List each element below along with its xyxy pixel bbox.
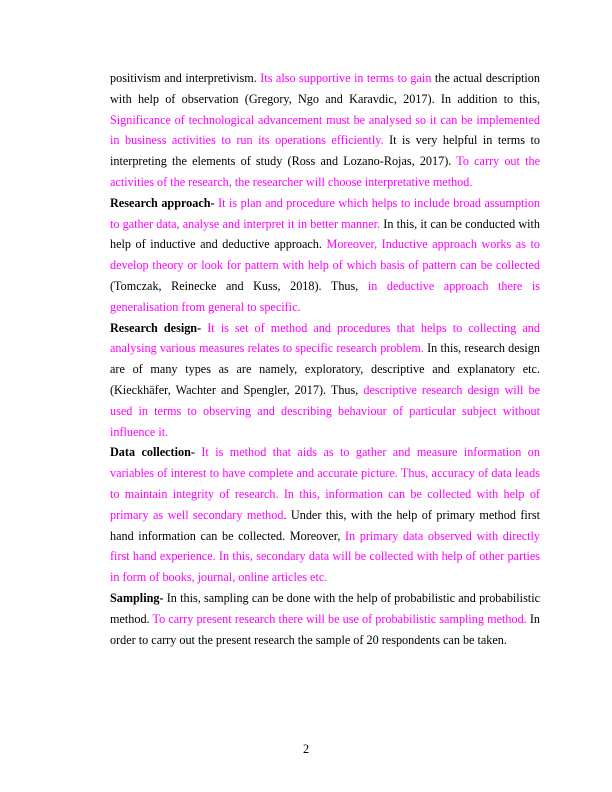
text-segment: . Under this, with the help of primary method first hand information can be collected. Moreover, <box>110 507 540 543</box>
research-design-paragraph <box>110 318 540 443</box>
page-number: 2 <box>302 742 310 756</box>
highlighted-text: It is set of method and procedures that helps to collecting and analysing various measures relates to specific research problem. <box>110 320 540 356</box>
section-heading: Research design- <box>110 320 202 335</box>
text-segment: In order to carry out the present research the sample of 20 respondents can be taken. <box>110 611 540 647</box>
highlighted-text: To carry present research there will be use of probabilistic sampling method. <box>152 611 527 626</box>
text-segment: In this, it can be conducted with help of inductive and deductive approach. <box>110 216 540 252</box>
research-approach-paragraph <box>110 193 540 318</box>
sampling-paragraph <box>110 588 540 650</box>
text-segment: It is very helpful in terms to interpreting the elements of study (Ross and Lozano-Rojas, 2017). <box>110 133 540 169</box>
highlighted-text: Significance of technological advancement must be analysed so it can be implemented in business activities to run its operations efficiently. <box>110 112 540 148</box>
section-heading: Data collection- <box>110 445 195 460</box>
highlighted-text: Its also supportive in terms to gain <box>260 71 432 85</box>
highlighted-text: descriptive research design will be used in terms to observing and describing behaviour of particular subject without influence it. <box>110 382 541 439</box>
highlighted-text: It is plan and procedure which helps to include broad assumption to gather data, analyse and interpret it in better manner. <box>110 195 541 231</box>
document-body <box>110 68 540 650</box>
text-segment: In this, research design are of many types as are namely, exploratory, descriptive and explanatory etc. (Kieckhäfer, Wachter and Spengler, 2017). Thus, <box>110 341 540 397</box>
highlighted-text: It is method that aids as to gather and measure information on variables of interest to have complete and accurate picture. Thus, accuracy of data leads to maintain integrity of research. In this, information can be collected with help of primary as well secondary method <box>110 445 540 522</box>
highlighted-text: To carry out the activities of the research, the researcher will choose interpretative method. <box>110 154 540 189</box>
data-collection-paragraph <box>110 442 540 588</box>
intro-paragraph <box>110 68 540 193</box>
text-segment: the actual description with help of observation (Gregory, Ngo and Karavdic, 2017). In addition to this, <box>110 71 540 106</box>
highlighted-text: in deductive approach there is generalisation from general to specific. <box>110 278 540 314</box>
highlighted-text: In primary data observed with directly first hand experience. In this, secondary data will be collected with help of other parties in form of books, journal, online articles etc. <box>110 528 540 585</box>
section-heading: Research approach- <box>110 195 215 210</box>
highlighted-text: Moreover, Inductive approach works as to develop theory or look for pattern with help of which basis of pattern can be collected <box>110 237 540 273</box>
text-segment: (Tomczak, Reinecke and Kuss, 2018). Thus, <box>110 278 368 293</box>
text-segment: positivism and interpretivism. <box>110 71 261 85</box>
text-segment: In this, sampling can be done with the help of probabilistic and probabilistic method. <box>110 590 540 626</box>
section-heading: Sampling- <box>110 590 164 605</box>
